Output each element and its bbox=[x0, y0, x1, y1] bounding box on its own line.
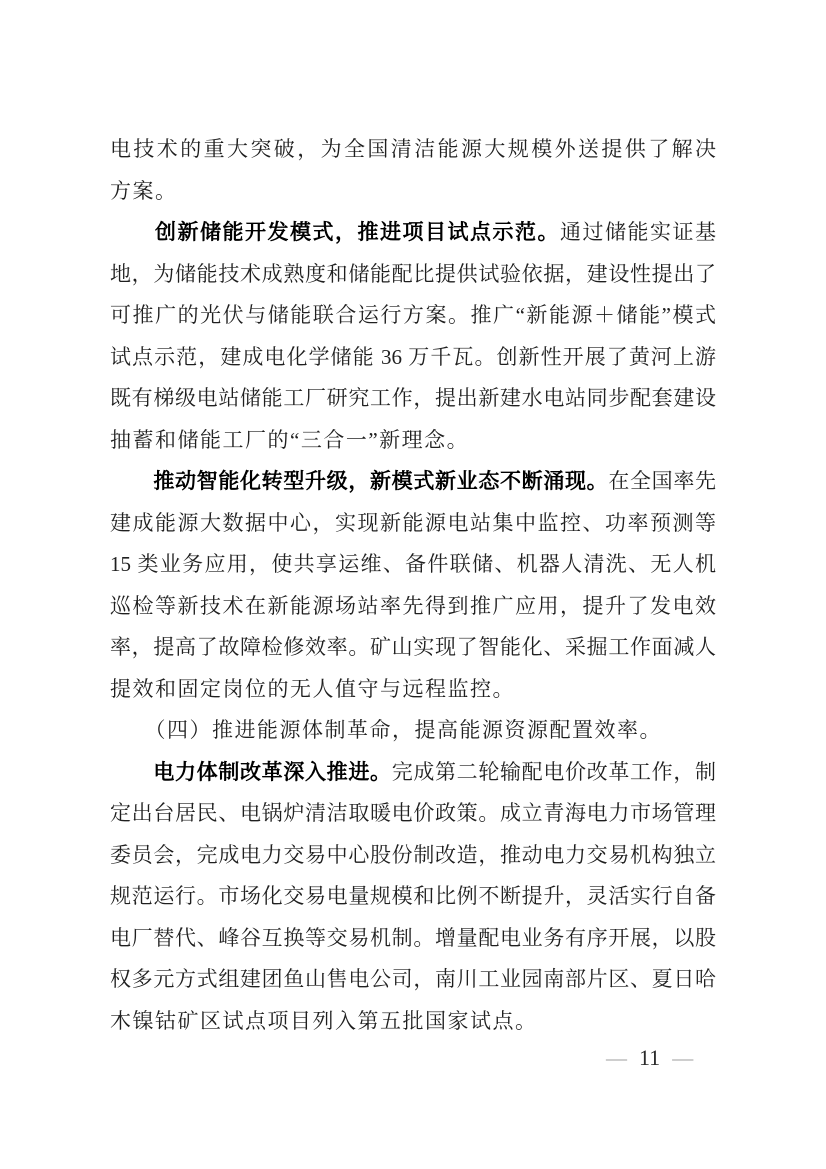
text-line bbox=[110, 1001, 716, 1043]
body-text: 试点示范，建成电化学储能 36 万千瓦。创新性开展了黄河上游 bbox=[110, 344, 716, 369]
text-line bbox=[110, 710, 716, 752]
body-text bbox=[110, 469, 153, 493]
footer-dash-right: — bbox=[672, 1046, 694, 1070]
body-text: 在全国率先 bbox=[608, 469, 716, 493]
bold-lead-text: 电力体制改革深入推进。 bbox=[153, 759, 392, 784]
text-line bbox=[110, 835, 716, 877]
body-text: 定出台居民、电锅炉清洁取暖电价政策。成立青海电力市场管理 bbox=[110, 801, 716, 825]
text-line bbox=[110, 793, 716, 835]
text-line bbox=[110, 959, 716, 1001]
paragraph-1-continuation bbox=[110, 129, 716, 212]
text-line bbox=[110, 295, 716, 337]
paragraph-2-energy-storage bbox=[110, 212, 716, 461]
bold-lead-text: 创新储能开发模式，推进项目试点示范。 bbox=[155, 220, 560, 244]
body-text: 建成能源大数据中心，实现新能源电站集中监控、功率预测等 bbox=[110, 510, 716, 535]
body-text bbox=[110, 220, 155, 244]
page-number: 11 bbox=[639, 1045, 661, 1070]
body-text: 木镍钴矿区试点项目列入第五批国家试点。 bbox=[110, 1008, 538, 1033]
document-text bbox=[110, 129, 716, 1042]
bold-lead-text: 推动智能化转型升级，新模式新业态不断涌现。 bbox=[153, 469, 609, 493]
paragraph-4-section-heading bbox=[110, 710, 716, 752]
text-line bbox=[110, 420, 716, 462]
paragraph-5-power-system-reform bbox=[110, 752, 716, 1043]
body-text: 抽蓄和储能工厂的“三合一”新理念。 bbox=[110, 427, 470, 452]
body-text: 通过储能实证基 bbox=[560, 220, 716, 244]
body-text: 电技术的重大突破，为全国清洁能源大规模外送提供了解决 bbox=[110, 137, 716, 161]
text-line bbox=[110, 876, 716, 918]
body-text: 可推广的光伏与储能联合运行方案。推广“新能源＋储能”模式 bbox=[110, 303, 716, 327]
text-line bbox=[110, 586, 716, 628]
body-text: 完成第二轮输配电价改革工作，制 bbox=[391, 759, 716, 784]
body-text: 既有梯级电站储能工厂研究工作，提出新建水电站同步配套建设 bbox=[110, 386, 716, 410]
text-line bbox=[110, 669, 716, 711]
body-text: 规范运行。市场化交易电量规模和比例不断提升，灵活实行自备 bbox=[110, 884, 716, 908]
body-text: 率，提高了故障检修效率。矿山实现了智能化、采掘工作面减人 bbox=[110, 635, 716, 659]
text-line bbox=[110, 212, 716, 254]
body-text: 方案。 bbox=[110, 178, 178, 203]
footer-dash-left: — bbox=[606, 1046, 627, 1070]
body-text: 委员会，完成电力交易中心股份制改造，推动电力交易机构独立 bbox=[110, 842, 716, 867]
text-line bbox=[110, 752, 716, 794]
body-text: 提效和固定岗位的无人值守与远程监控。 bbox=[110, 676, 515, 701]
body-text: （四）推进能源体制革命，提高能源资源配置效率。 bbox=[110, 718, 662, 742]
text-line bbox=[110, 171, 716, 213]
text-line bbox=[110, 337, 716, 379]
body-text bbox=[110, 760, 153, 784]
text-line bbox=[110, 378, 716, 420]
body-text: 地，为储能技术成熟度和储能配比提供试验依据，建设性提出了 bbox=[110, 261, 716, 286]
text-line bbox=[110, 627, 716, 669]
text-line bbox=[110, 461, 716, 503]
page-footer bbox=[606, 1043, 693, 1073]
text-line bbox=[110, 918, 716, 960]
text-line bbox=[110, 544, 716, 586]
body-text: 15 类业务应用，使共享运维、备件联储、机器人清洗、无人机 bbox=[110, 552, 716, 576]
text-line bbox=[110, 503, 716, 545]
text-line bbox=[110, 129, 716, 171]
paragraph-3-intelligent-transformation bbox=[110, 461, 716, 710]
body-text: 权多元方式组建团鱼山售电公司，南川工业园南部片区、夏日哈 bbox=[110, 967, 716, 991]
body-text: 巡检等新技术在新能源场站率先得到推广应用，提升了发电效 bbox=[110, 593, 716, 618]
body-text: 电厂替代、峰谷互换等交易机制。增量配电业务有序开展，以股 bbox=[110, 925, 716, 950]
text-line bbox=[110, 254, 716, 296]
